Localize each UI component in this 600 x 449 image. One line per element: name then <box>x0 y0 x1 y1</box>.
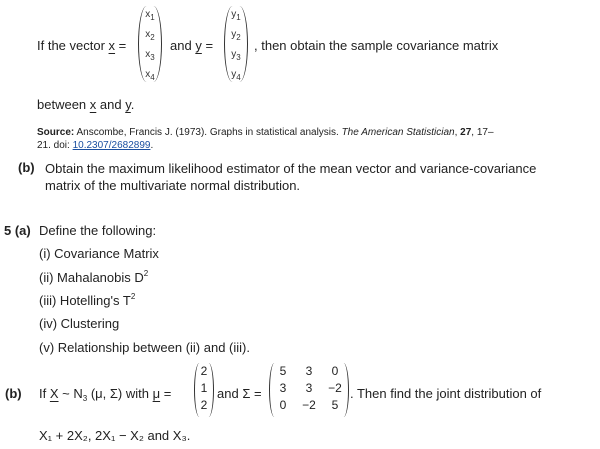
and-sigma: and Σ = <box>217 386 262 401</box>
question-vector-line <box>37 38 126 53</box>
y-entry-4: $y_4$ <box>231 69 241 82</box>
q5a-title: Define the following: <box>39 223 157 238</box>
source-label: Source: <box>37 127 75 138</box>
q5b-intro: If X ~ $N_3$ (μ, Σ) with μ = <box>39 386 172 403</box>
def-item-3: (iii) Hotelling's $T^2$ <box>39 292 136 308</box>
between-line: between x and y. <box>37 97 135 112</box>
y-entry-1: $y_1$ <box>231 9 241 22</box>
q5b-combos: X₁ + 2X₂, 2X₁ − X₂ and X₃. <box>39 428 191 443</box>
sigma-row-2: 3 3 −2 <box>279 381 342 395</box>
covariance-matrix <box>269 363 349 417</box>
source-text: Anscombe, Francis J. (1973). Graphs in statistical analysis. <box>76 127 339 138</box>
sigma-row-1: 5 3 0 <box>279 364 339 378</box>
x-entry-1: $x_1$ <box>145 9 155 22</box>
x-vector <box>138 6 162 82</box>
source-volume: 27 <box>460 127 472 138</box>
q4b-label: (b) <box>18 160 35 175</box>
q4b-text: Obtain the maximum likelihood estimator of the mean vector and variance-covariance matrix of the multivariate normal distribution. <box>45 161 537 193</box>
x-entry-4: $x_4$ <box>145 69 155 82</box>
q5b-then: . Then find the joint distribution of <box>350 386 542 401</box>
def-item-5: (v) Relationship between (ii) and (iii). <box>39 340 250 355</box>
q5a-label: 5 (a) <box>4 223 31 238</box>
x-vector-symbol: x <box>108 38 116 53</box>
q5b-label: (b) <box>5 386 22 401</box>
source-citation: Source: Anscombe, Francis J. (1973). Graphs in statistical analysis. The American Statistician, 27, 17– 21. doi: 10.2307/2682899. <box>37 127 494 151</box>
x-entry-3: $x_3$ <box>145 49 155 62</box>
def-item-2: (ii) Mahalanobis $D^2$ <box>39 269 149 285</box>
y-vector-symbol: y <box>195 38 202 53</box>
sigma-row-3: 0 −2 5 <box>279 398 339 412</box>
def-item-4: (iv) Clustering <box>39 316 120 331</box>
y-entry-3: $y_3$ <box>231 49 241 62</box>
def-item-1: (i) Covariance Matrix <box>39 246 159 261</box>
random-vector-X: X <box>49 386 59 401</box>
y-vector <box>224 6 248 82</box>
y-entry-2: $y_2$ <box>231 29 241 42</box>
question-prefix: If the vector <box>37 38 105 53</box>
equals-sign: = <box>118 38 127 53</box>
doi-link[interactable]: 10.2307/2682899 <box>72 140 151 151</box>
x-entry-2: $x_2$ <box>145 29 155 42</box>
source-journal: The American Statistician <box>341 127 455 138</box>
and-y-text: and y = <box>170 38 214 53</box>
question-suffix: , then obtain the sample covariance matrix <box>254 38 499 53</box>
mean-vector: 2 1 2 <box>194 363 214 417</box>
